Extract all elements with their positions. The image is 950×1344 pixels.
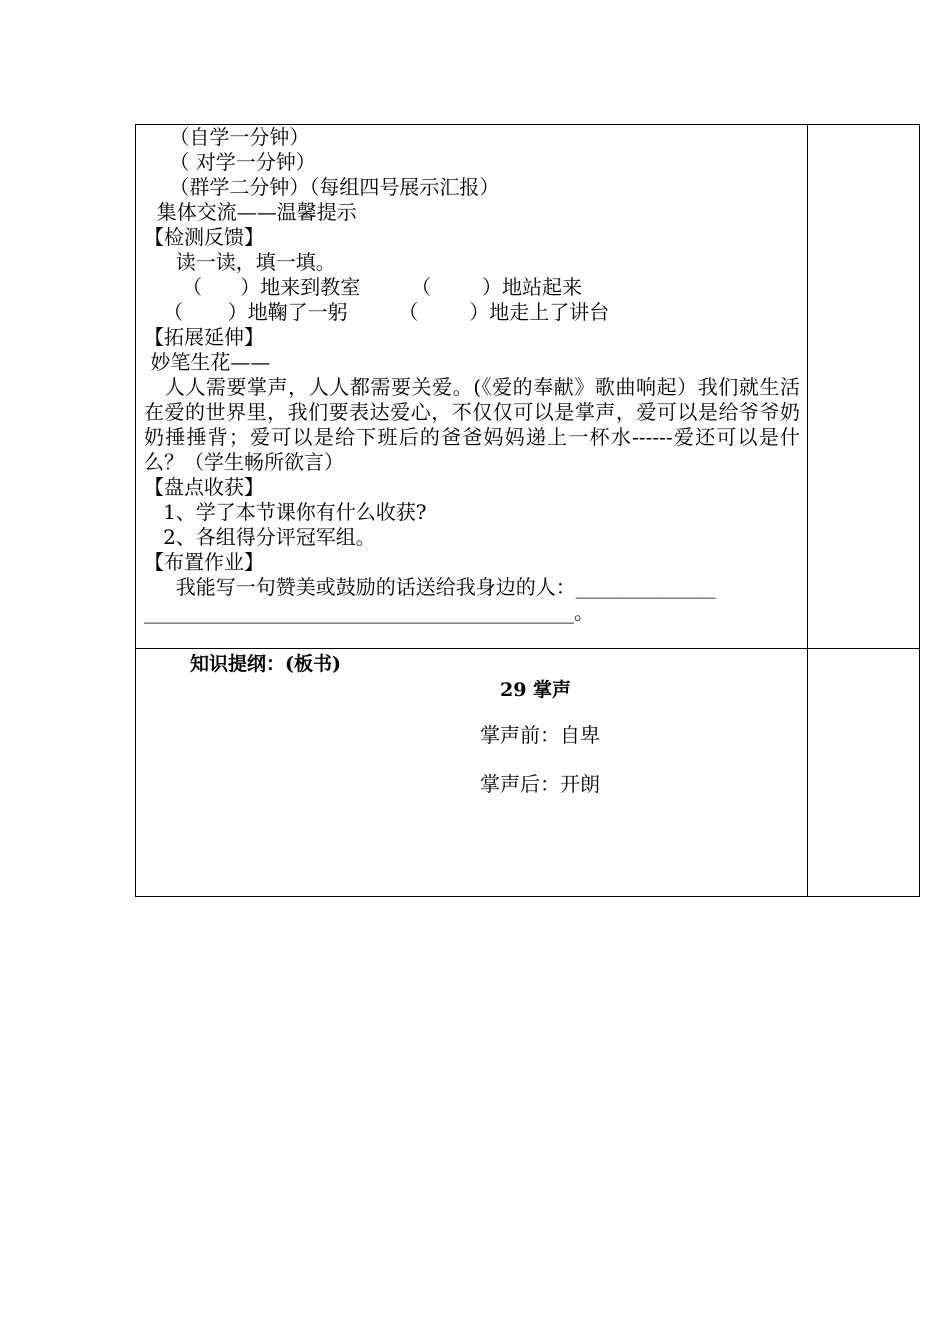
board-after-line: 掌声后：开朗 [480, 772, 600, 796]
board-before-line: 掌声前：自卑 [480, 723, 600, 747]
lesson-title: 29 掌声 [500, 679, 572, 701]
extension-paragraph: 人人需要掌声，人人都需要关爱。(《爱的奉献》歌曲响起）我们就生活在爱的世界里，我们要表达爱心，不仅仅可以是掌声，爱可以是给爷爷奶奶捶捶背；爱可以是给下班后的爸爸妈妈递上一杯水------爱还可以是什么？（学生畅所欲言） [144, 375, 800, 474]
read-fill-line: 读一读，填一填。 [144, 250, 336, 274]
homework-line-1: 我能写一句赞美或鼓励的话送给我身边的人：______________ [144, 575, 716, 599]
group-study-line: （群学二分钟）（每组四号展示汇报） [144, 175, 500, 199]
lesson-table [135, 124, 920, 897]
self-study-line: （自学一分钟） [144, 125, 310, 149]
section-heading-feedback: 【检测反馈】 [144, 225, 264, 249]
fill-blank-line-1: （ ）地来到教室 （ ）地站起来 [144, 275, 583, 299]
section-heading-summary: 【盘点收获】 [144, 475, 264, 499]
section-heading-homework: 【布置作业】 [144, 550, 264, 574]
homework-line-2: ___________________________________________。 [144, 600, 594, 624]
writing-prompt-line: 妙笔生花—— [144, 350, 271, 374]
fill-blank-line-2: （ ）地鞠了一躬 （ ）地走上了讲台 [144, 300, 610, 324]
board-outline-cell [136, 649, 807, 897]
summary-item-1: 1、学了本节课你有什么收获? [144, 500, 427, 524]
summary-item-2: 2、各组得分评冠军组。 [144, 525, 376, 549]
pair-study-line: （ 对学一分钟） [144, 150, 316, 174]
activity-cell [144, 125, 800, 625]
outline-title: 知识提纲：(板书) [190, 653, 341, 675]
section-heading-extension: 【拓展延伸】 [144, 325, 264, 349]
column-divider [807, 125, 808, 896]
exchange-line: 集体交流——温馨提示 [144, 200, 357, 224]
